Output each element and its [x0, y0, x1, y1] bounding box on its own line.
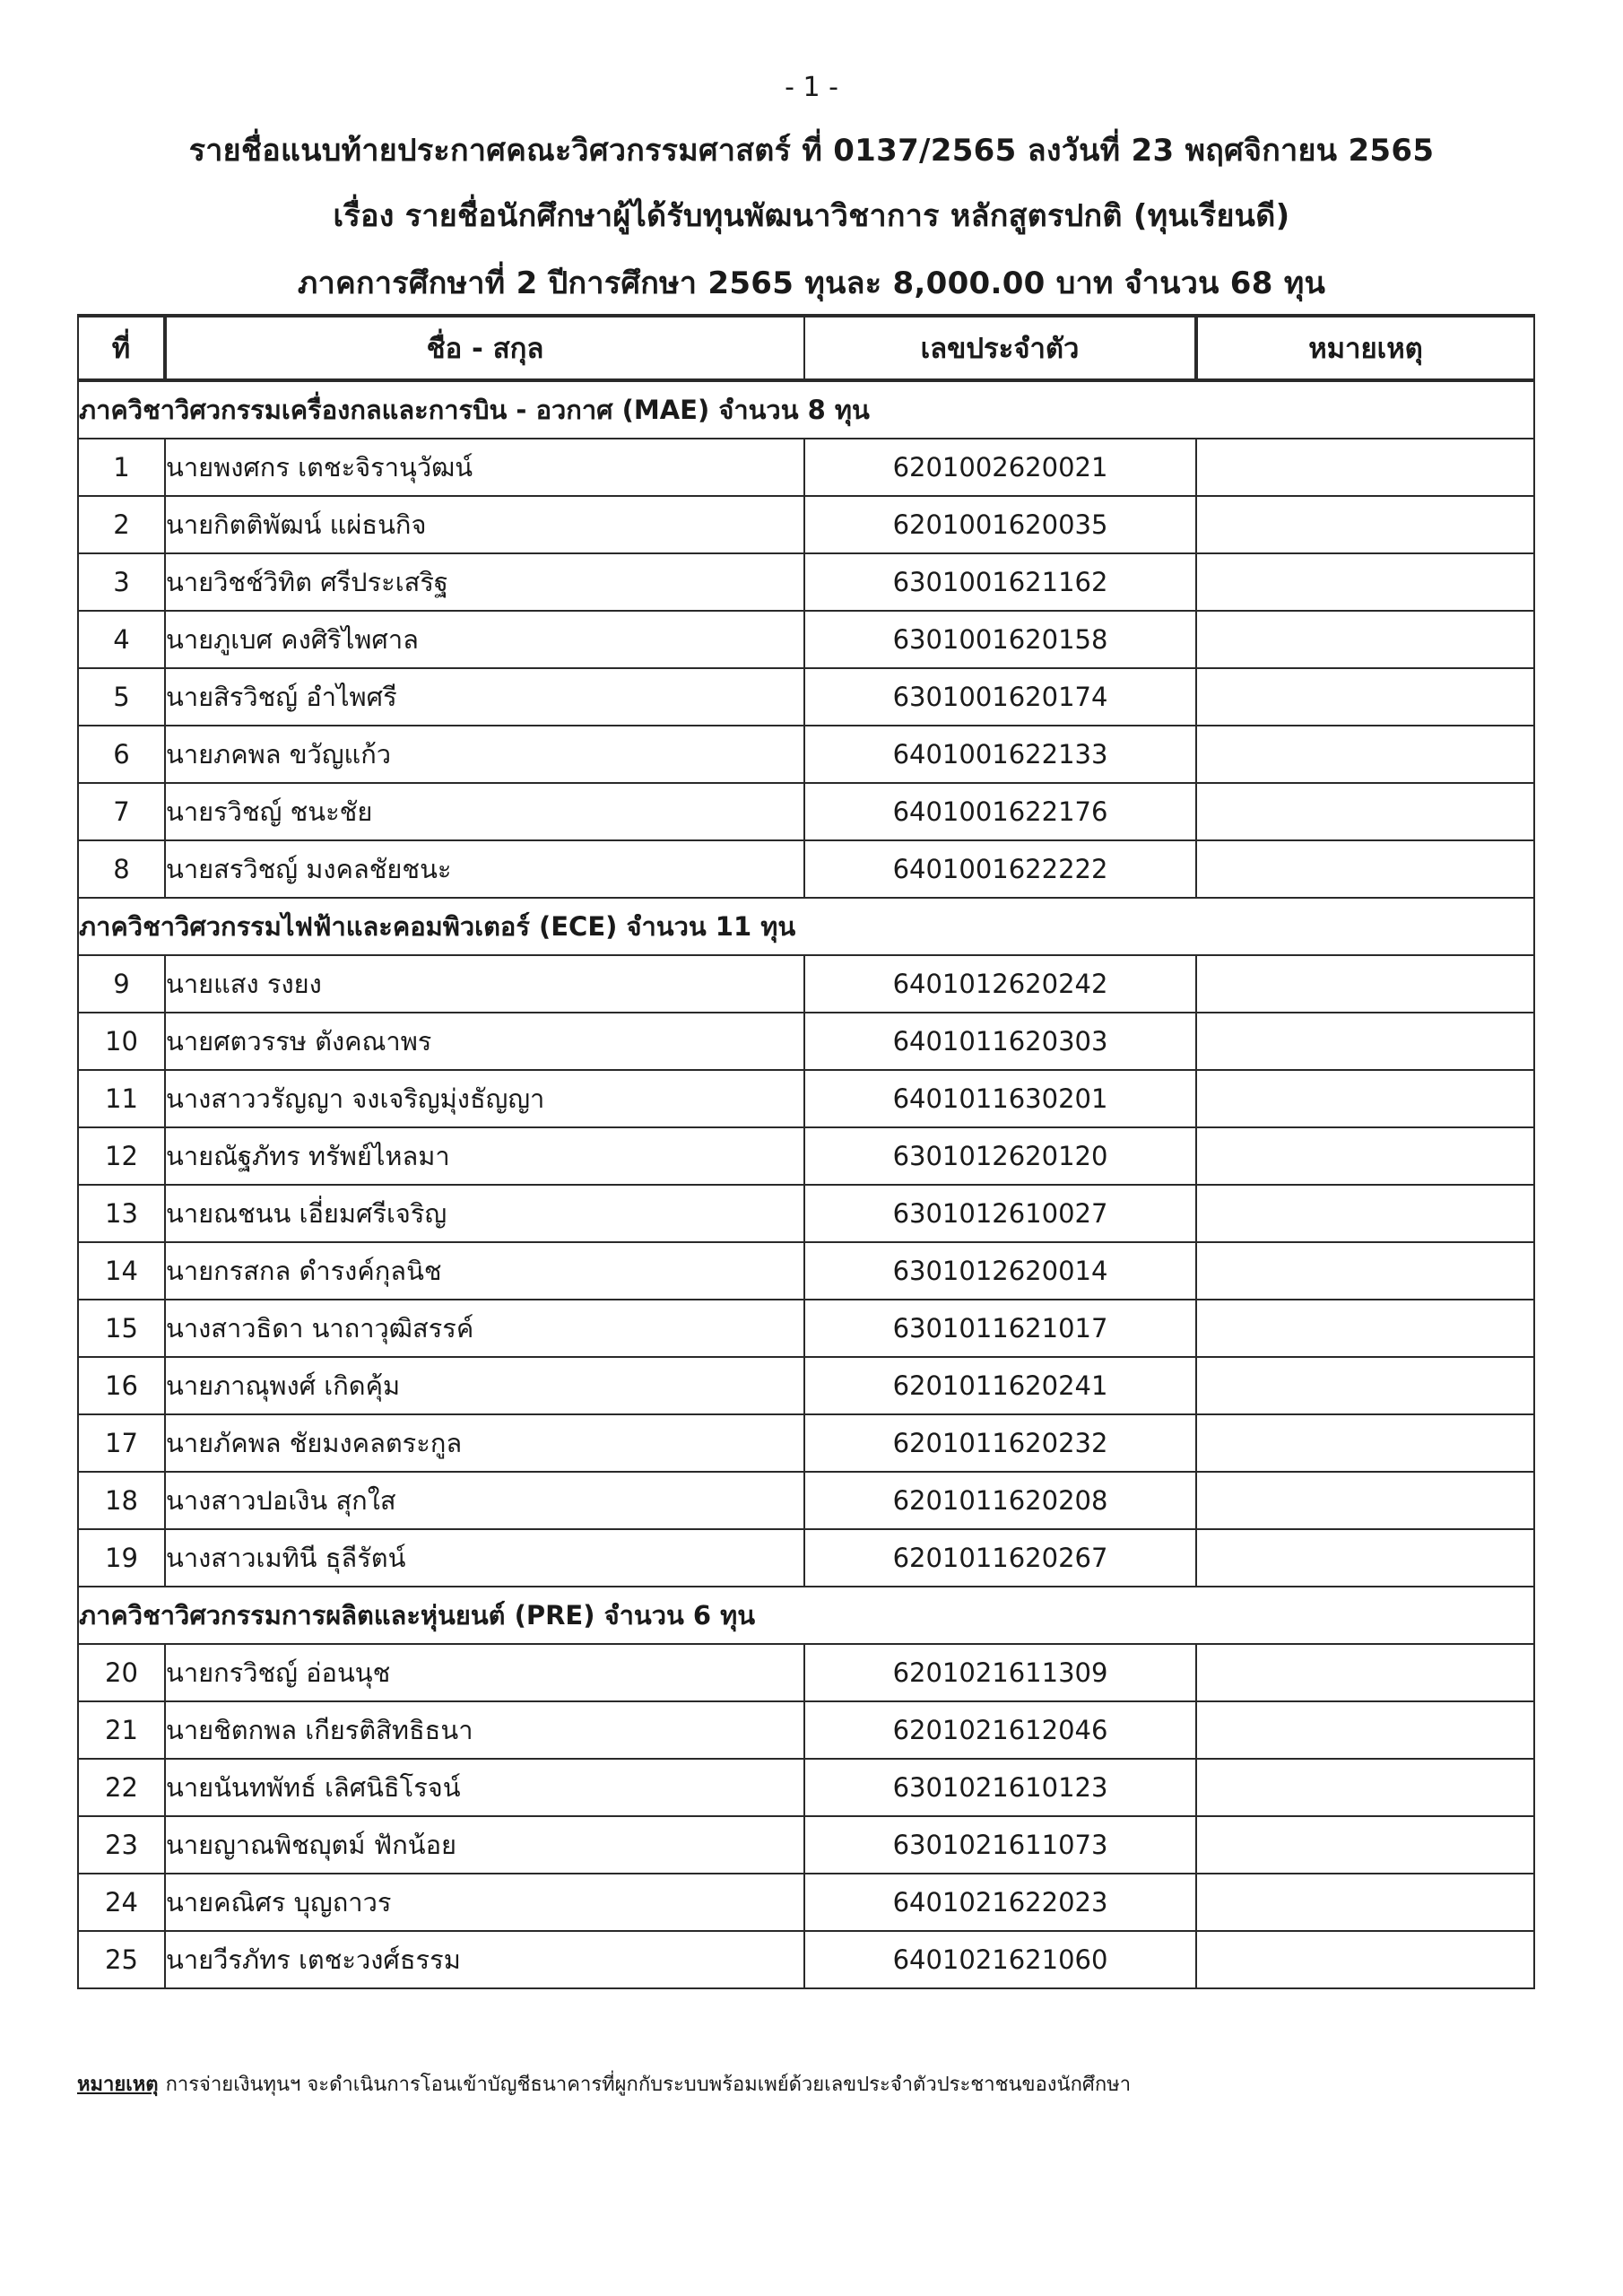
- table-row: [78, 1816, 1534, 1874]
- student-name: นายพงศกร เตชะจิรานุวัฒน์: [165, 439, 804, 496]
- table-row: [78, 1529, 1534, 1587]
- row-no: 20: [78, 1644, 165, 1701]
- row-no: 22: [78, 1759, 165, 1816]
- student-name: นายวิชช์วิทิต ศรีประเสริฐ: [165, 553, 804, 611]
- student-name: นายญาณพิชญุตม์ ฟักน้อย: [165, 1816, 804, 1874]
- row-no: 10: [78, 1013, 165, 1070]
- remark-cell: [1196, 1701, 1534, 1759]
- table-row: [78, 1013, 1534, 1070]
- row-no: 4: [78, 611, 165, 668]
- row-no: 9: [78, 955, 165, 1013]
- table-header-row: [78, 316, 1534, 380]
- section-row: [78, 898, 1534, 955]
- header-no: ที่: [78, 316, 165, 380]
- table-row: [78, 1242, 1534, 1300]
- student-name: นายภคพล ขวัญแก้ว: [165, 726, 804, 783]
- remark-cell: [1196, 1644, 1534, 1701]
- student-id: 6401011620303: [804, 1013, 1196, 1070]
- section-row: [78, 1587, 1534, 1644]
- section-title: ภาควิชาวิศวกรรมเครื่องกลและการบิน - อวกาศ (MAE) จำนวน 8 ทุน: [78, 380, 1534, 439]
- remark-cell: [1196, 1414, 1534, 1472]
- row-no: 18: [78, 1472, 165, 1529]
- row-no: 17: [78, 1414, 165, 1472]
- table-row: [78, 1414, 1534, 1472]
- row-no: 1: [78, 439, 165, 496]
- student-name: นายภูเบศ คงศิริไพศาล: [165, 611, 804, 668]
- table-row: [78, 1874, 1534, 1931]
- remark-cell: [1196, 783, 1534, 840]
- scholarship-table: [77, 314, 1535, 1989]
- student-name: นางสาวธิดา นาถาวุฒิสรรค์: [165, 1300, 804, 1357]
- table-row: [78, 1300, 1534, 1357]
- remark-cell: [1196, 1242, 1534, 1300]
- row-no: 25: [78, 1931, 165, 1988]
- row-no: 3: [78, 553, 165, 611]
- student-name: นายภาณุพงศ์ เกิดคุ้ม: [165, 1357, 804, 1414]
- row-no: 16: [78, 1357, 165, 1414]
- document-title: รายชื่อแนบท้ายประกาศคณะวิศวกรรมศาสตร์ ที่ 0137/2565 ลงวันที่ 23 พฤศจิกายน 2565: [188, 133, 1435, 169]
- student-id: 6201011620241: [804, 1357, 1196, 1414]
- page-number: - 1 -: [785, 72, 838, 103]
- student-id: 6201011620232: [804, 1414, 1196, 1472]
- row-no: 2: [78, 496, 165, 553]
- row-no: 15: [78, 1300, 165, 1357]
- table-row: [78, 1472, 1534, 1529]
- student-name: นายกิตติพัฒน์ แผ่ธนกิจ: [165, 496, 804, 553]
- table-row: [78, 1070, 1534, 1127]
- student-name: นายศตวรรษ ตังคณาพร: [165, 1013, 804, 1070]
- table-row: [78, 726, 1534, 783]
- table-row: [78, 611, 1534, 668]
- remark-cell: [1196, 1931, 1534, 1988]
- row-no: 24: [78, 1874, 165, 1931]
- student-name: นายกรสกล ดำรงค์กุลนิช: [165, 1242, 804, 1300]
- document-subject: เรื่อง รายชื่อนักศึกษาผู้ได้รับทุนพัฒนาวิชาการ หลักสูตรปกติ (ทุนเรียนดี): [333, 198, 1290, 234]
- remark-cell: [1196, 1357, 1534, 1414]
- student-name: นายรวิชญ์ ชนะชัย: [165, 783, 804, 840]
- remark-cell: [1196, 439, 1534, 496]
- remark-cell: [1196, 668, 1534, 726]
- row-no: 23: [78, 1816, 165, 1874]
- student-id: 6401001622176: [804, 783, 1196, 840]
- row-no: 6: [78, 726, 165, 783]
- remark-cell: [1196, 840, 1534, 898]
- student-id: 6401012620242: [804, 955, 1196, 1013]
- remark-cell: [1196, 1070, 1534, 1127]
- student-name: นางสาววรัญญา จงเจริญมุ่งธัญญา: [165, 1070, 804, 1127]
- student-id: 6401011630201: [804, 1070, 1196, 1127]
- student-id: 6201021611309: [804, 1644, 1196, 1701]
- student-id: 6201021612046: [804, 1701, 1196, 1759]
- student-id: 6401001622222: [804, 840, 1196, 898]
- table-row: [78, 1127, 1534, 1185]
- student-name: นายภัคพล ชัยมงคลตระกูล: [165, 1414, 804, 1472]
- student-name: นายแสง รงยง: [165, 955, 804, 1013]
- student-id: 6301001620174: [804, 668, 1196, 726]
- student-name: นายชิตกพล เกียรติสิทธิธนา: [165, 1701, 804, 1759]
- row-no: 19: [78, 1529, 165, 1587]
- remark-cell: [1196, 1013, 1534, 1070]
- table-row: [78, 1701, 1534, 1759]
- remark-cell: [1196, 1185, 1534, 1242]
- table-row: [78, 1644, 1534, 1701]
- row-no: 21: [78, 1701, 165, 1759]
- table-row: [78, 1185, 1534, 1242]
- table-row: [78, 1357, 1534, 1414]
- table-row: [78, 553, 1534, 611]
- student-id: 6301012610027: [804, 1185, 1196, 1242]
- student-id: 6401021622023: [804, 1874, 1196, 1931]
- remark-cell: [1196, 1874, 1534, 1931]
- remark-cell: [1196, 1759, 1534, 1816]
- student-id: 6301001621162: [804, 553, 1196, 611]
- student-id: 6301021611073: [804, 1816, 1196, 1874]
- section-row: [78, 380, 1534, 439]
- student-name: นางสาวปอเงิน สุกใส: [165, 1472, 804, 1529]
- header-student-id: เลขประจำตัว: [804, 316, 1196, 380]
- student-id: 6201002620021: [804, 439, 1196, 496]
- remark-cell: [1196, 553, 1534, 611]
- row-no: 11: [78, 1070, 165, 1127]
- footnote-text: การจ่ายเงินทุนฯ จะดำเนินการโอนเข้าบัญชีธนาคารที่ผูกกับระบบพร้อมเพย์ด้วยเลขประจำตัวประชาชนของนักศึกษา: [165, 2074, 1132, 2096]
- section-title: ภาควิชาวิศวกรรมไฟฟ้าและคอมพิวเตอร์ (ECE) จำนวน 11 ทุน: [78, 898, 1534, 955]
- remark-cell: [1196, 611, 1534, 668]
- student-name: นายวีรภัทร เตชะวงศ์ธรรม: [165, 1931, 804, 1988]
- footnote-label: หมายเหตุ: [77, 2074, 159, 2096]
- student-id: 6301021610123: [804, 1759, 1196, 1816]
- table-row: [78, 783, 1534, 840]
- remark-cell: [1196, 1472, 1534, 1529]
- table-row: [78, 840, 1534, 898]
- student-name: นางสาวเมทินี ธุลีรัตน์: [165, 1529, 804, 1587]
- remark-cell: [1196, 1127, 1534, 1185]
- student-id: 6201011620267: [804, 1529, 1196, 1587]
- student-name: นายนันทพัทธ์ เลิศนิธิโรจน์: [165, 1759, 804, 1816]
- student-id: 6301012620014: [804, 1242, 1196, 1300]
- section-title: ภาควิชาวิศวกรรมการผลิตและหุ่นยนต์ (PRE) จำนวน 6 ทุน: [78, 1587, 1534, 1644]
- student-name: นายณัฐภัทร ทรัพย์ไหลมา: [165, 1127, 804, 1185]
- student-id: 6301001620158: [804, 611, 1196, 668]
- row-no: 12: [78, 1127, 165, 1185]
- footnote: [77, 2068, 1131, 2100]
- row-no: 5: [78, 668, 165, 726]
- student-id: 6201001620035: [804, 496, 1196, 553]
- student-id: 6401021621060: [804, 1931, 1196, 1988]
- student-id: 6201011620208: [804, 1472, 1196, 1529]
- table-row: [78, 955, 1534, 1013]
- row-no: 8: [78, 840, 165, 898]
- student-id: 6301011621017: [804, 1300, 1196, 1357]
- student-id: 6301012620120: [804, 1127, 1196, 1185]
- remark-cell: [1196, 726, 1534, 783]
- student-name: นายสิรวิชญ์ อำไพศรี: [165, 668, 804, 726]
- remark-cell: [1196, 1300, 1534, 1357]
- remark-cell: [1196, 1529, 1534, 1587]
- remark-cell: [1196, 496, 1534, 553]
- table-row: [78, 668, 1534, 726]
- table-row: [78, 1759, 1534, 1816]
- student-name: นายคณิศร บุญถาวร: [165, 1874, 804, 1931]
- row-no: 7: [78, 783, 165, 840]
- remark-cell: [1196, 1816, 1534, 1874]
- table-row: [78, 439, 1534, 496]
- document-term-info: ภาคการศึกษาที่ 2 ปีการศึกษา 2565 ทุนละ 8,000.00 บาท จำนวน 68 ทุน: [297, 265, 1326, 301]
- student-name: นายสรวิชญ์ มงคลชัยชนะ: [165, 840, 804, 898]
- header-name: ชื่อ - สกุล: [165, 316, 804, 380]
- table-row: [78, 496, 1534, 553]
- student-name: นายกรวิชญ์ อ่อนนุช: [165, 1644, 804, 1701]
- table-row: [78, 1931, 1534, 1988]
- student-name: นายณชนน เอี่ยมศรีเจริญ: [165, 1185, 804, 1242]
- remark-cell: [1196, 955, 1534, 1013]
- header-remark: หมายเหตุ: [1196, 316, 1534, 380]
- student-id: 6401001622133: [804, 726, 1196, 783]
- row-no: 13: [78, 1185, 165, 1242]
- row-no: 14: [78, 1242, 165, 1300]
